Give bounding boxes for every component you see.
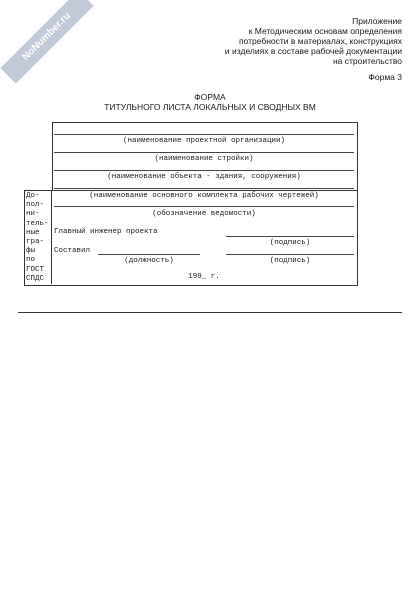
- appendix-line: к Методическим основам определения: [248, 26, 402, 36]
- page-divider: [18, 312, 402, 313]
- caption-position: (должность): [124, 257, 174, 265]
- caption-statement: (обозначение ведомости): [152, 210, 256, 218]
- form-title: ФОРМА: [194, 92, 226, 102]
- field-line-object[interactable]: [54, 170, 354, 171]
- side-column-text: До- пол- ни- тель- ные гра- фы по ГОСТ СПДС: [26, 192, 49, 283]
- form-number: Форма 3: [368, 72, 402, 82]
- field-line-org[interactable]: [54, 134, 354, 135]
- appendix-line: потребности в материалах, конструкциях: [238, 36, 402, 46]
- caption-site: (наименование стройки): [154, 155, 254, 163]
- signature-line-2[interactable]: [226, 254, 354, 255]
- compiled-label: Составил: [54, 247, 91, 255]
- appendix-note: [162, 16, 402, 66]
- caption-org: (наименование проектной организации): [122, 137, 286, 145]
- field-line-site[interactable]: [54, 152, 354, 153]
- year-field: 199_ г.: [188, 273, 220, 281]
- appendix-line: и изделиях в составе рабочей документации: [224, 46, 402, 56]
- watermark-logo: NoNumber.ru: [0, 0, 93, 84]
- form-subtitle: ТИТУЛЬНОГО ЛИСТА ЛОКАЛЬНЫХ И СВОДНЫХ ВМ: [104, 102, 316, 112]
- position-line[interactable]: [98, 254, 200, 255]
- caption-signature-1: (подпись): [269, 239, 311, 247]
- caption-set: (наименование основного комплекта рабочих чертежей): [89, 192, 319, 200]
- caption-object: (наименование объекта - здания, сооружения): [107, 173, 301, 181]
- form-frame: [24, 190, 358, 286]
- field-line-statement[interactable]: [54, 206, 354, 207]
- appendix-line: Приложение: [352, 16, 402, 26]
- appendix-line: на строительство: [332, 56, 402, 66]
- signature-line-1[interactable]: [226, 236, 354, 237]
- field-line-set[interactable]: [54, 188, 354, 189]
- chief-engineer-label: Главный инженер проекта: [54, 228, 158, 236]
- caption-signature-2: (подпись): [269, 257, 311, 265]
